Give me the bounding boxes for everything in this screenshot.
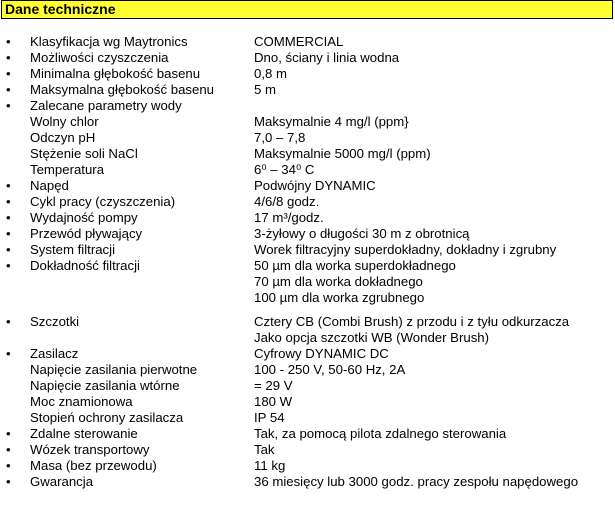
spec-label: Napięcie zasilania pierwotne: [30, 362, 198, 377]
spec-label: Dokładność filtracji: [30, 258, 140, 273]
spec-row: [0, 426, 615, 442]
spec-row: [0, 458, 615, 474]
spec-value: 70 µm dla worka dokładnego: [254, 274, 423, 289]
spec-row: [0, 66, 615, 82]
spec-value: Tak, za pomocą pilota zdalnego sterowania: [254, 426, 507, 441]
spec-value: Cztery CB (Combi Brush) z przodu i z tyłu odkurzacza: [254, 314, 570, 329]
spec-row: [0, 314, 615, 330]
spec-row: [0, 258, 615, 274]
spec-label: Zasilacz: [30, 346, 79, 361]
spec-row: [0, 226, 615, 242]
spec-value: 3-żyłowy o długości 30 m z obrotnicą: [254, 226, 470, 241]
spec-row: [0, 330, 615, 346]
spec-label: System filtracji: [30, 242, 115, 257]
spec-label: Stężenie soli NaCl: [30, 146, 138, 161]
spec-value: Maksymalnie 4 mg/l (ppm}: [254, 114, 409, 129]
spec-row: [0, 162, 615, 178]
spec-value: = 29 V: [254, 378, 293, 393]
spec-row: [0, 130, 615, 146]
spec-value: 5 m: [254, 82, 276, 97]
section-title: Dane techniczne: [5, 1, 116, 17]
section-header: [1, 0, 613, 19]
bullet-icon: •: [6, 426, 11, 441]
spec-label: Wózek transportowy: [30, 442, 150, 457]
spec-label: Temperatura: [30, 162, 105, 177]
bullet-icon: •: [6, 314, 11, 329]
spec-row: [0, 50, 615, 66]
spec-value: Tak: [254, 442, 275, 457]
spec-row: [0, 242, 615, 258]
spec-row: [0, 346, 615, 362]
spec-row: [0, 34, 615, 50]
spec-label: Klasyfikacja wg Maytronics: [30, 34, 188, 49]
bullet-icon: •: [6, 474, 11, 489]
spec-value: 11 kg: [254, 458, 286, 473]
bullet-icon: •: [6, 82, 11, 97]
spec-label: Moc znamionowa: [30, 394, 133, 409]
spec-label: Masa (bez przewodu): [30, 458, 157, 473]
spec-value: Maksymalnie 5000 mg/l (ppm): [254, 146, 431, 161]
spec-label: Wolny chlor: [30, 114, 99, 129]
bullet-icon: •: [6, 194, 11, 209]
spec-row: [0, 378, 615, 394]
spec-row: [0, 178, 615, 194]
spec-value: 36 miesięcy lub 3000 godz. pracy zespołu napędowego: [254, 474, 579, 489]
bullet-icon: •: [6, 458, 11, 473]
spec-row: [0, 442, 615, 458]
bullet-icon: •: [6, 66, 11, 81]
spec-label: Stopień ochrony zasilacza: [30, 410, 184, 425]
spec-label: Minimalna głębokość basenu: [30, 66, 201, 81]
bullet-icon: •: [6, 210, 11, 225]
spec-value: 180 W: [254, 394, 293, 409]
bullet-icon: •: [6, 442, 11, 457]
spec-value: Podwójny DYNAMIC: [254, 178, 376, 193]
bullet-icon: •: [6, 34, 11, 49]
spec-value: Jako opcja szczotki WB (Wonder Brush): [254, 330, 490, 345]
spec-row: [0, 274, 615, 290]
spec-label: Napęd: [30, 178, 69, 193]
spec-row: [0, 146, 615, 162]
spec-label: Napięcie zasilania wtórne: [30, 378, 180, 393]
spec-value: 0,8 m: [254, 66, 287, 81]
spec-list: [0, 34, 615, 490]
spec-value: 6⁰ – 34⁰ C: [254, 162, 315, 177]
spec-label: Zalecane parametry wody: [30, 98, 182, 113]
spec-value: 100 µm dla worka zgrubnego: [254, 290, 425, 305]
spec-label: Maksymalna głębokość basenu: [30, 82, 214, 97]
bullet-icon: •: [6, 346, 11, 361]
spec-label: Zdalne sterowanie: [30, 426, 138, 441]
spec-value: Worek filtracyjny superdokładny, dokładny i zgrubny: [254, 242, 557, 257]
spec-row: [0, 210, 615, 226]
spec-label: Wydajność pompy: [30, 210, 138, 225]
spec-label: Szczotki: [30, 314, 80, 329]
spec-value: 17 m³/godz.: [254, 210, 324, 225]
spec-label: Możliwości czyszczenia: [30, 50, 169, 65]
spec-label: Przewód pływający: [30, 226, 143, 241]
spec-value: 100 - 250 V, 50-60 Hz, 2A: [254, 362, 406, 377]
spec-value: Dno, ściany i linia wodna: [254, 50, 400, 65]
spec-row: [0, 394, 615, 410]
bullet-icon: •: [6, 178, 11, 193]
spec-row: [0, 98, 615, 114]
spec-row: [0, 82, 615, 98]
spec-row: [0, 194, 615, 210]
spec-row: [0, 474, 615, 490]
spec-label: Odczyn pH: [30, 130, 96, 145]
spec-label: Cykl pracy (czyszczenia): [30, 194, 176, 209]
spec-row: [0, 362, 615, 378]
spec-row: [0, 410, 615, 426]
bullet-icon: •: [6, 242, 11, 257]
spec-label: Gwarancja: [30, 474, 94, 489]
spec-value: 50 µm dla worka superdokładnego: [254, 258, 456, 273]
spec-value: Cyfrowy DYNAMIC DC: [254, 346, 389, 361]
spec-value: 4/6/8 godz.: [254, 194, 320, 209]
spec-row: [0, 114, 615, 130]
bullet-icon: •: [6, 98, 11, 113]
spec-value: 7,0 – 7,8: [254, 130, 306, 145]
spec-row: [0, 290, 615, 306]
row-spacer: [0, 306, 615, 314]
bullet-icon: •: [6, 226, 11, 241]
bullet-icon: •: [6, 50, 11, 65]
spec-value: IP 54: [254, 410, 285, 425]
spec-value: COMMERCIAL: [254, 34, 344, 49]
bullet-icon: •: [6, 258, 11, 273]
